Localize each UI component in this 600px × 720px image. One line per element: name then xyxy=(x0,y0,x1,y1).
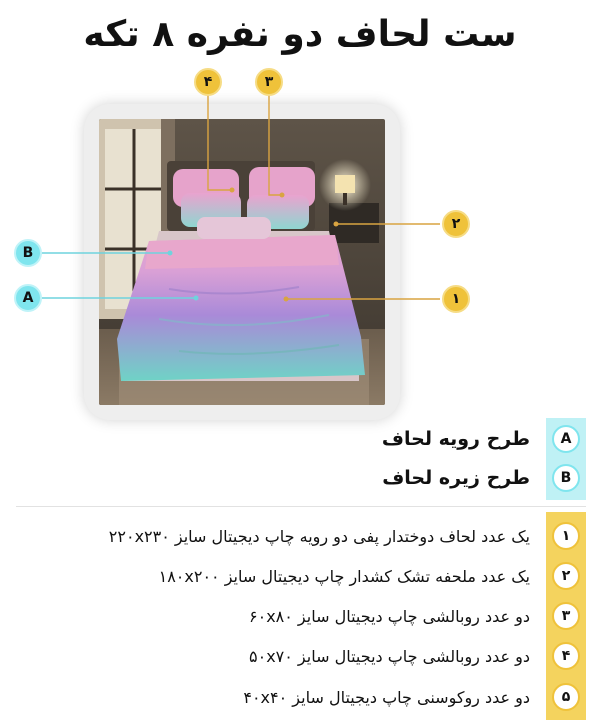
item-text-3: دو عدد روبالشی چاپ دیجیتال سایز ۶۰x۸۰ xyxy=(249,606,530,626)
item-badge-2: ۲ xyxy=(552,562,580,590)
callout-3-badge: ۳ xyxy=(255,68,283,96)
item-text-2: یک عدد ملحفه تشک کشدار چاپ دیجیتال سایز ۱۸۰x۲۰۰ xyxy=(158,566,530,586)
item-row-2 xyxy=(158,556,584,596)
legend-badge-b: B xyxy=(552,464,580,492)
item-badge-3: ۳ xyxy=(552,602,580,630)
callout-b-badge: B xyxy=(14,239,42,267)
legend-text-a: طرح رویه لحاف xyxy=(381,428,530,450)
item-text-4: دو عدد روبالشی چاپ دیجیتال سایز ۵۰x۷۰ xyxy=(249,646,530,666)
callout-a-badge: A xyxy=(14,284,42,312)
item-text-5: دو عدد روکوسنی چاپ دیجیتال سایز ۴۰x۴۰ xyxy=(243,687,530,707)
callout-4-badge: ۴ xyxy=(194,68,222,96)
legend-row-b xyxy=(164,458,584,498)
item-badge-4: ۴ xyxy=(552,642,580,670)
section-divider xyxy=(16,506,586,507)
legend-row-a xyxy=(164,419,584,459)
item-badge-5: ۵ xyxy=(552,683,580,711)
legend-text-b: طرح زیره لحاف xyxy=(382,467,530,489)
item-row-4 xyxy=(164,636,584,676)
item-text-1: یک عدد لحاف دوختدار پفی دو رویه چاپ دیجیتال سایز ۲۲۰x۲۳۰ xyxy=(108,526,530,546)
item-row-3 xyxy=(164,596,584,636)
callout-2-badge: ۲ xyxy=(442,210,470,238)
item-badge-1: ۱ xyxy=(552,522,580,550)
item-row-1 xyxy=(108,516,584,556)
legend-badge-a: A xyxy=(552,425,580,453)
callout-1-badge: ۱ xyxy=(442,285,470,313)
item-row-5 xyxy=(164,677,584,717)
page-title: ست لحاف دو نفره ۸ تکه xyxy=(83,14,517,55)
